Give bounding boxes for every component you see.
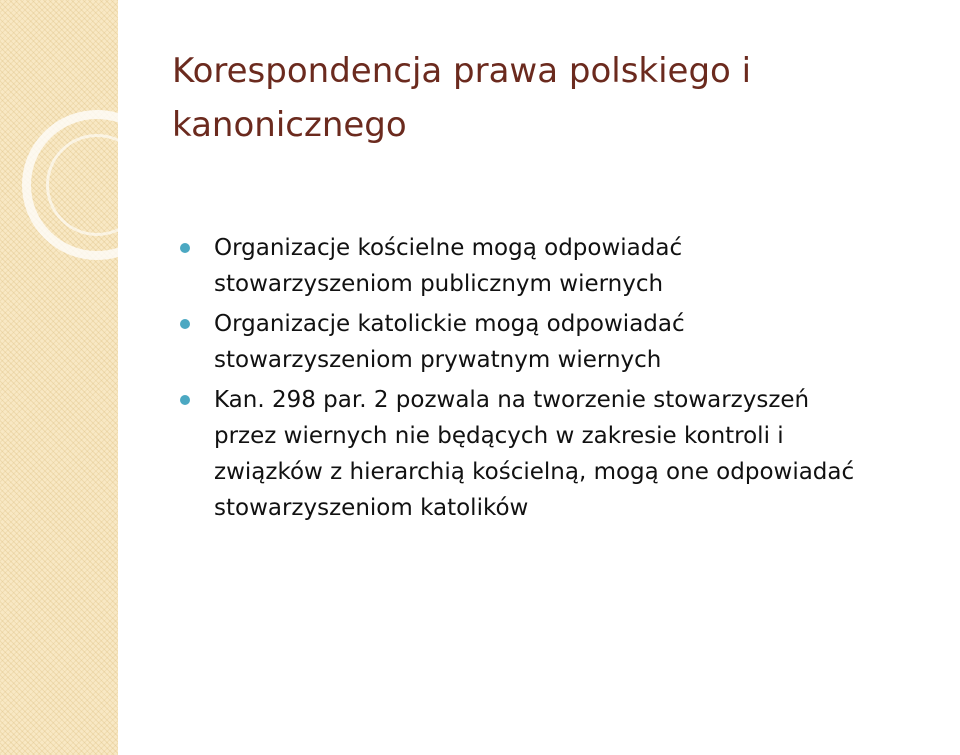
bullet-1-line-2: stowarzyszeniom publicznym wiernych bbox=[214, 271, 664, 297]
bullet-item-3 bbox=[214, 382, 960, 526]
bullet-3-line-1: Kan. 298 par. 2 pozwala na tworzenie stowarzyszeń bbox=[214, 387, 810, 413]
bullet-3-line-3: związków z hierarchią kościelną, mogą one odpowiadać bbox=[214, 459, 855, 485]
bullet-list bbox=[214, 230, 960, 530]
bullet-2-line-1: Organizacje katolickie mogą odpowiadać bbox=[214, 311, 685, 337]
slide-title bbox=[172, 44, 932, 152]
bullet-marker-icon bbox=[180, 319, 190, 329]
slide-title-line-2: kanonicznego bbox=[172, 105, 407, 145]
bullet-1-line-1: Organizacje kościelne mogą odpowiadać bbox=[214, 235, 683, 261]
bullet-2-line-2: stowarzyszeniom prywatnym wiernych bbox=[214, 347, 662, 373]
bullet-marker-icon bbox=[180, 395, 190, 405]
slide-title-line-1: Korespondencja prawa polskiego i bbox=[172, 51, 752, 91]
bullet-3-line-2: przez wiernych nie będących w zakresie kontroli i bbox=[214, 423, 784, 449]
decorative-side-band bbox=[0, 0, 118, 755]
bullet-item-2 bbox=[214, 306, 960, 378]
bullet-3-line-4: stowarzyszeniom katolików bbox=[214, 495, 529, 521]
bullet-item-1 bbox=[214, 230, 960, 302]
bullet-marker-icon bbox=[180, 243, 190, 253]
